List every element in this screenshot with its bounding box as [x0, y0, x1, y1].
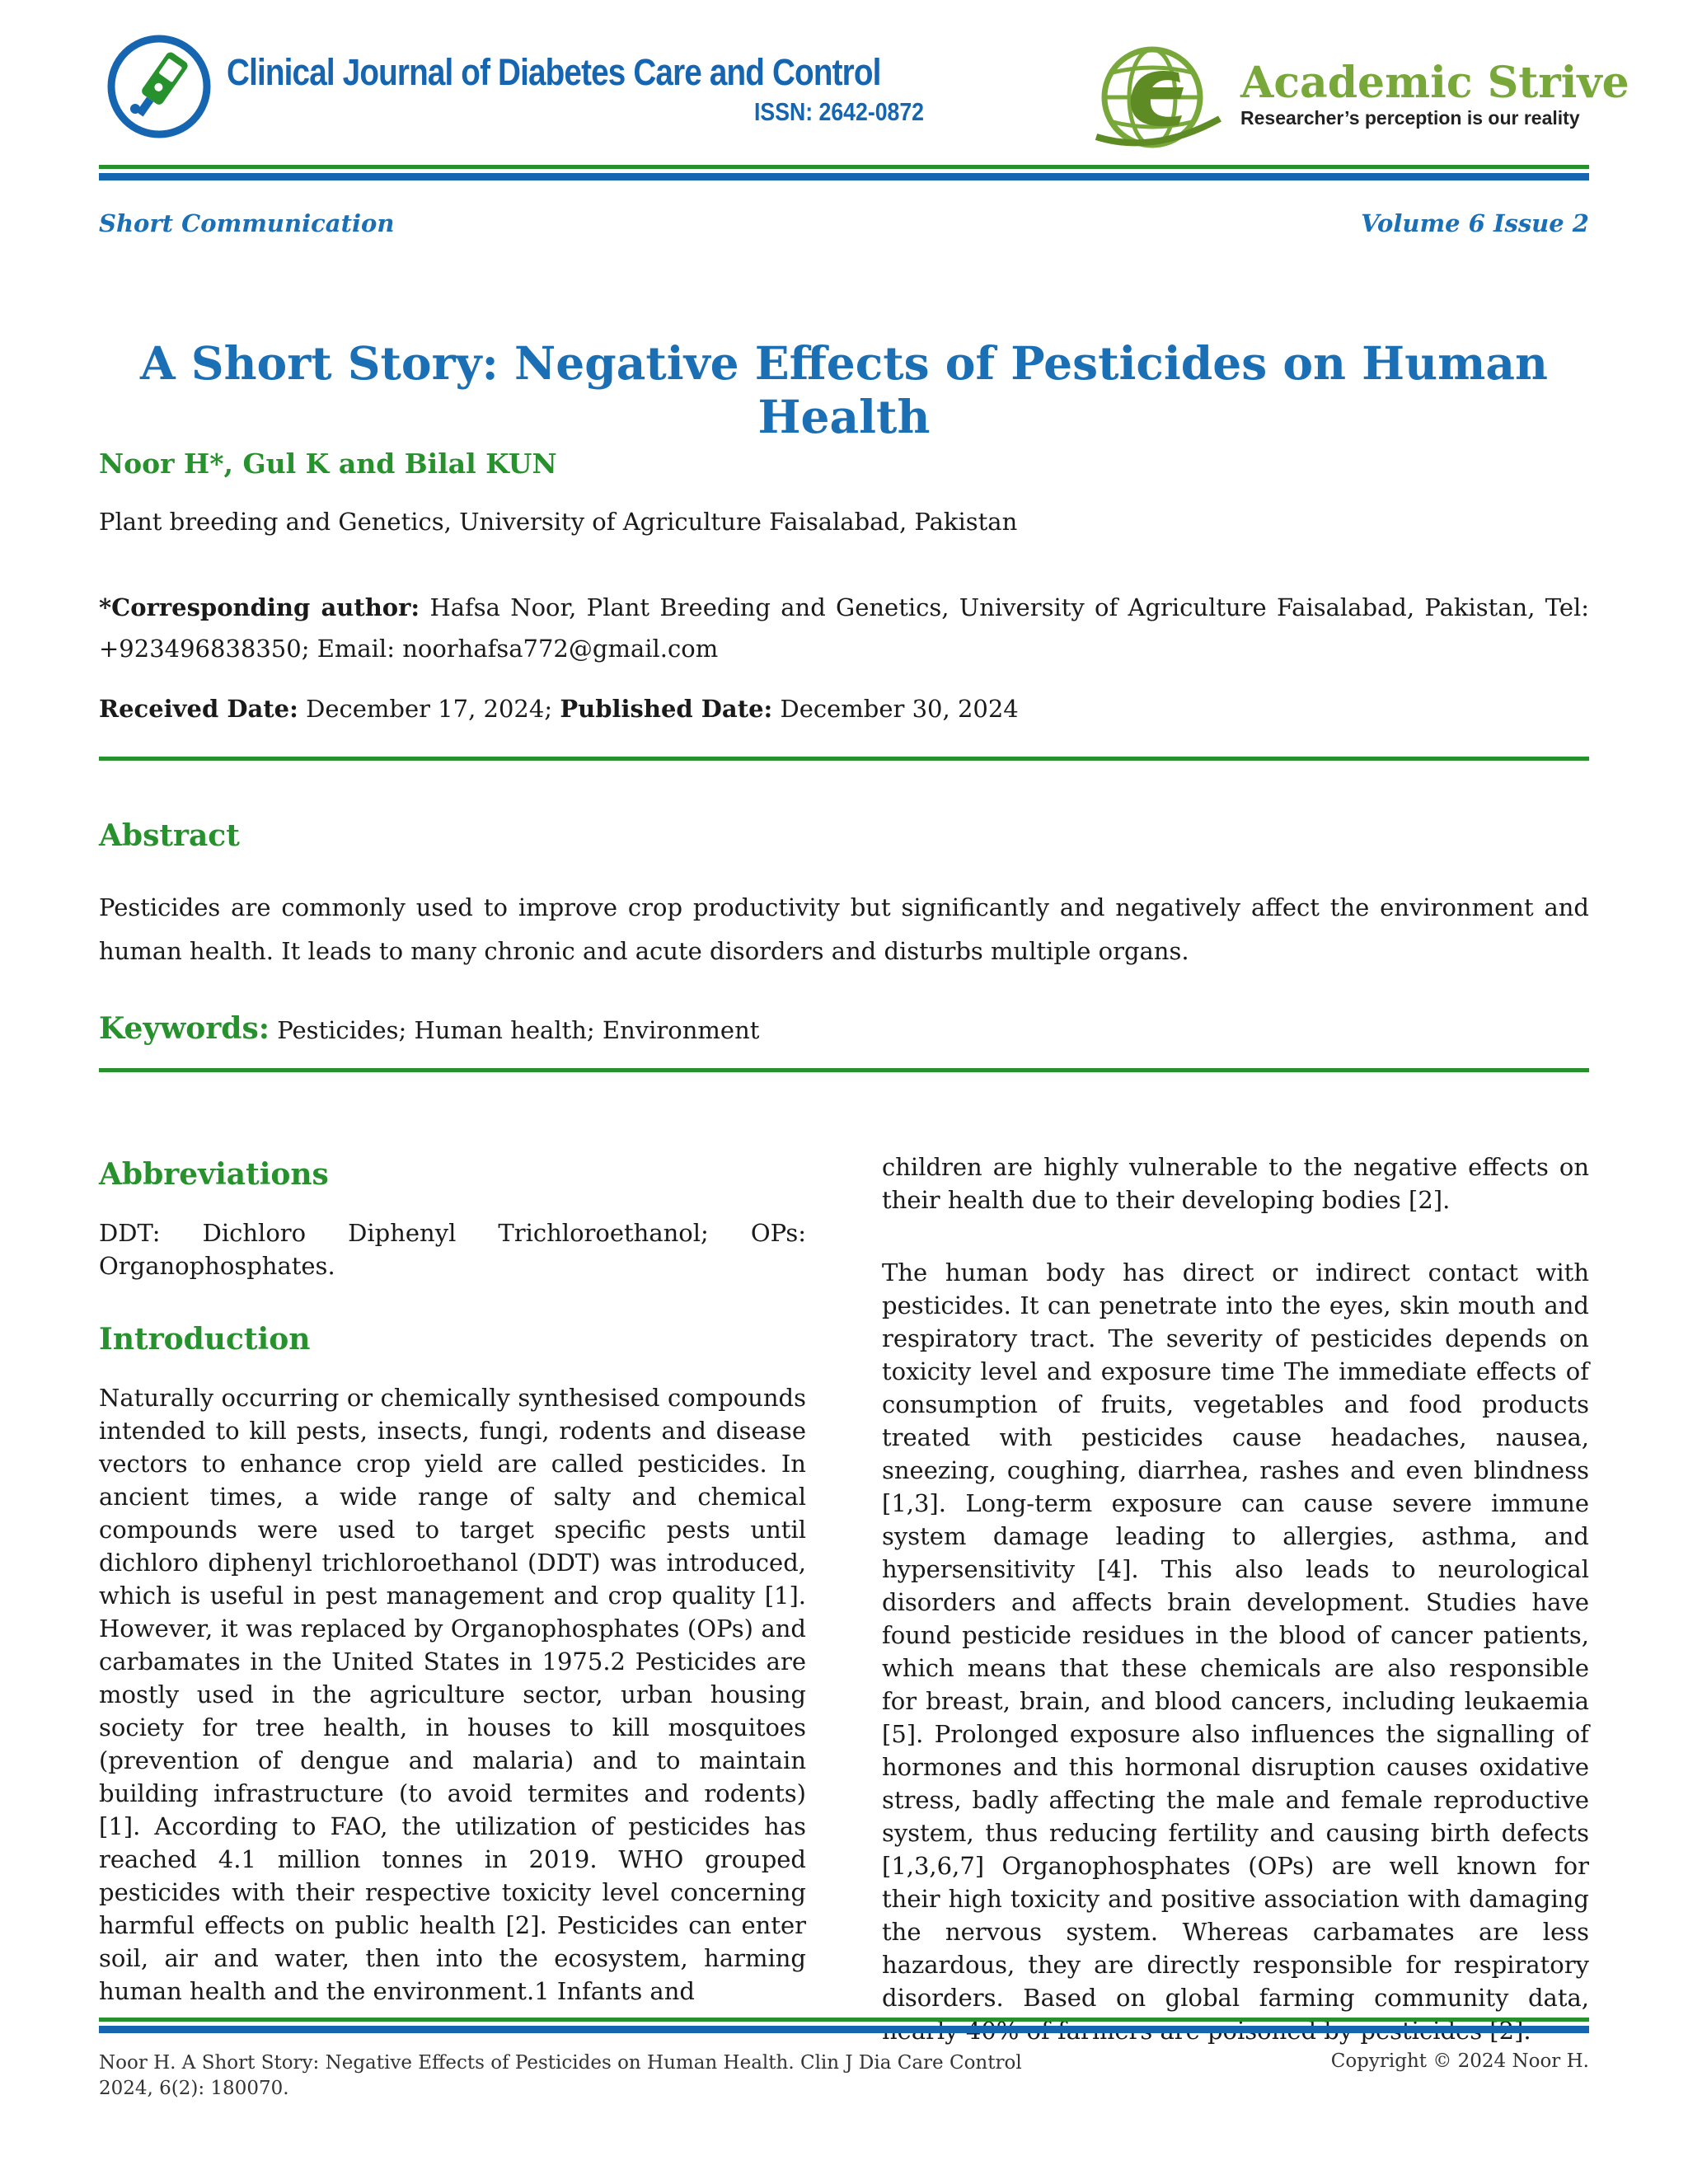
header-rule-green [99, 165, 1589, 169]
footer-copyright: Copyright © 2024 Noor H. [1330, 2050, 1589, 2072]
footer-rule-blue [99, 2026, 1589, 2033]
publisher-tagline: Researcher’s perception is our reality [1240, 107, 1580, 129]
corresponding-text: Hafsa Noor, Plant Breeding and Genetics, University of Agriculture Faisalabad, Pakistan, Tel: +923496838350; Email: noorhafsa772@gmail.com [99, 593, 1590, 663]
received-label: Received Date: [99, 695, 298, 723]
globe-letter-e-icon [1080, 40, 1236, 155]
corresponding-author [99, 587, 1589, 669]
divider [99, 757, 1589, 761]
keywords-label: Keywords: [99, 1011, 270, 1046]
header-rule-blue [99, 173, 1589, 180]
introduction-paragraph-cont: children are highly vulnerable to the negative effects on their health due to their developing bodies [2]. [882, 1153, 1589, 1214]
journal-name: Clinical Journal of Diabetes Care and Control [227, 51, 881, 93]
volume-issue: Volume 6 Issue 2 [1361, 209, 1589, 237]
received-date: December 17, 2024; [306, 695, 553, 723]
publisher-name: Academic Strive [1240, 58, 1629, 108]
corresponding-label: *Corresponding author: [99, 593, 420, 621]
paper-title: A Short Story: Negative Effects of Pesticides on Human Health [140, 336, 1548, 443]
divider [99, 1068, 1589, 1072]
keywords-text: Pesticides; Human health; Environment [277, 1016, 760, 1044]
keywords [99, 1011, 759, 1046]
affiliation: Plant breeding and Genetics, University of Agriculture Faisalabad, Pakistan [99, 508, 1018, 536]
journal-issn: ISSN: 2642-0872 [754, 97, 925, 126]
article-dates [99, 695, 1019, 723]
abstract-heading: Abstract [99, 818, 240, 853]
glucose-meter-icon [106, 33, 213, 140]
published-date: December 30, 2024 [780, 695, 1019, 723]
abbreviations-heading: Abbreviations [99, 1157, 329, 1192]
article-type: Short Communication [99, 209, 395, 237]
abstract-text: Pesticides are commonly used to improve crop productivity but significantly and negatively affect the environment and human health. It leads to many chronic and acute disorders and disturbs multiple organs. [99, 893, 1589, 965]
footer-rule-green [99, 2018, 1589, 2022]
footer-citation: Noor H. A Short Story: Negative Effects of Pesticides on Human Health. Clin J Dia Care Control 2024, 6(2): 180070. [99, 2052, 1022, 2099]
abbreviations-text: DDT: Dichloro Diphenyl Trichloroethanol; OPs: Organophosphates. [99, 1219, 806, 1280]
published-label: Published Date: [560, 695, 773, 723]
authors: Noor H*, Gul K and Bilal KUN [99, 448, 557, 480]
introduction-heading: Introduction [99, 1322, 311, 1357]
introduction-paragraph: Naturally occurring or chemically synthesised compounds intended to kill pests, insects, fungi, rodents and disease vectors to enhance crop yield are called pesticides. In ancient times, a wide range of salty and chemical compounds were used to target specific pests until dichloro diphenyl trichloroethanol (DDT) was introduced, which is useful in pest management and crop quality [1]. However, it was replaced by Organophosphates (OPs) and carbamates in the United States in 1975.2 Pesticides are mostly used in the agriculture sector, urban housing society for tree health, in houses to kill mosquitoes (prevention of dengue and malaria) and to maintain building infrastructure (to avoid termites and rodents) [1]. According to FAO, the utilization of pesticides has reached 4.1 million tonnes in 2019. WHO grouped pesticides with their respective toxicity level concerning harmful effects on public health [2]. Pesticides can enter soil, air and water, then into the ecosystem, harming human health and the environment.1 Infants and [99, 1384, 806, 2005]
introduction-paragraph-2: The human body has direct or indirect contact with pesticides. It can penetrate into the eyes, skin mouth and respiratory tract. The severity of pesticides depends on toxicity level and exposure time The immediate effects of consumption of fruits, vegetables and food products treated with pesticides cause headaches, nausea, sneezing, coughing, diarrhea, rashes and even blindness [1,3]. Long-term exposure can cause severe immune system damage leading to allergies, asthma, and hypersensitivity [4]. This also leads to neurological disorders and affects brain development. Studies have found pesticide residues in the blood of cancer patients, which means that these chemicals are also responsible for breast, brain, and blood cancers, including leukaemia [5]. Prolonged exposure also influences the signalling of hormones and this hormonal disruption causes oxidative stress, badly affecting the male and female reproductive system, thus reducing fertility and causing birth defects [1,3,6,7] Organophosphates (OPs) are well known for their high toxicity and positive association with damaging the nervous system. Whereas carbamates are less hazardous, they are directly responsible for respiratory disorders. Based on global farming community data, [882, 1258, 1589, 2012]
